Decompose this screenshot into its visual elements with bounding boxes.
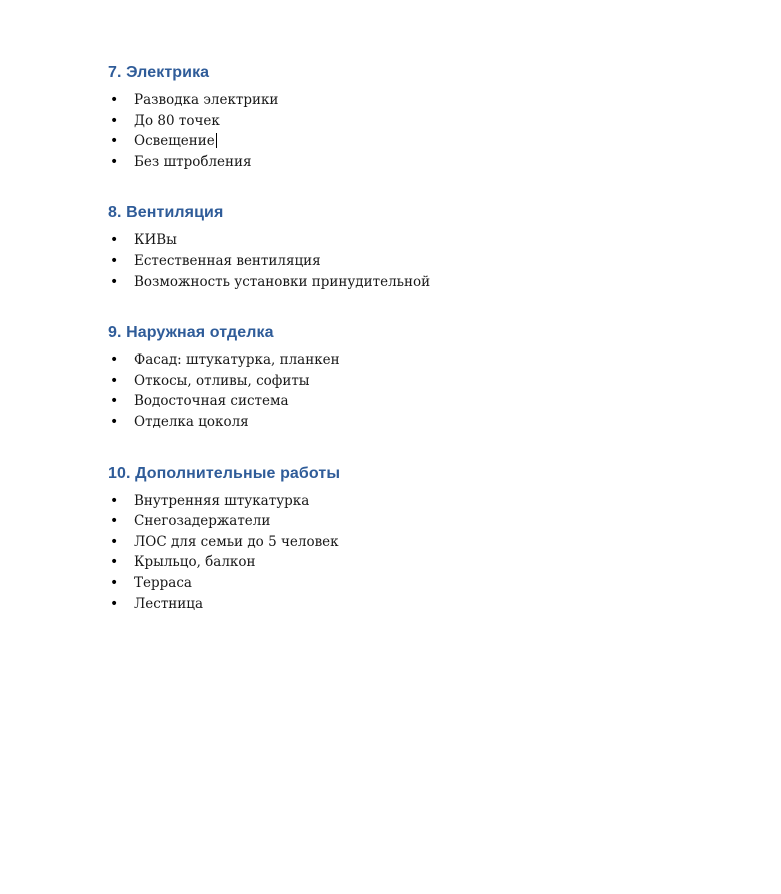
list-item-text: Терраса	[134, 574, 192, 591]
list-item-text: Фасад: штукатурка, планкен	[134, 352, 340, 369]
bullet-icon: •	[110, 153, 119, 170]
list-item[interactable]	[108, 230, 741, 251]
bullet-icon: •	[110, 393, 119, 410]
document-section	[108, 62, 741, 172]
list-item[interactable]	[108, 90, 741, 111]
bullet-icon: •	[110, 574, 119, 591]
document-section	[108, 202, 741, 292]
list-item-text: Снегозадержатели	[134, 513, 271, 530]
bullet-list	[108, 491, 741, 615]
bullet-icon: •	[110, 352, 119, 369]
list-item[interactable]	[108, 251, 741, 272]
document-section	[108, 463, 741, 615]
list-item[interactable]	[108, 272, 741, 293]
bullet-icon: •	[110, 232, 119, 249]
bullet-icon: •	[110, 372, 119, 389]
bullet-icon: •	[110, 595, 119, 612]
list-item[interactable]	[108, 511, 741, 532]
bullet-icon: •	[110, 133, 119, 150]
bullet-icon: •	[110, 413, 119, 430]
list-item-text: Крыльцо, балкон	[134, 554, 256, 571]
bullet-icon: •	[110, 554, 119, 571]
section-heading[interactable]: 8. Вентиляция	[108, 204, 224, 222]
list-item[interactable]	[108, 491, 741, 512]
list-item-text: КИВы	[134, 232, 177, 249]
bullet-icon: •	[110, 112, 119, 129]
list-item-text: Возможность установки принудительной	[134, 273, 431, 290]
section-heading[interactable]: 9. Наружная отделка	[108, 324, 274, 342]
list-item-text: Без штробления	[134, 153, 252, 170]
list-item[interactable]	[108, 594, 741, 615]
document-section	[108, 322, 741, 432]
bullet-icon: •	[110, 92, 119, 108]
bullet-icon: •	[110, 513, 119, 530]
text-caret	[216, 133, 217, 148]
list-item[interactable]	[108, 371, 741, 392]
list-item-text: Водосточная система	[134, 393, 289, 410]
list-item-text: Естественная вентиляция	[134, 252, 321, 269]
bullet-icon: •	[110, 273, 119, 290]
list-item-text: Внутренняя штукатурка	[134, 492, 310, 509]
list-item[interactable]	[108, 573, 741, 594]
list-item[interactable]	[108, 552, 741, 573]
list-item-text: Лестница	[134, 595, 204, 612]
section-heading[interactable]: 10. Дополнительные работы	[108, 464, 341, 482]
list-item[interactable]	[108, 532, 741, 553]
list-item[interactable]	[108, 391, 741, 412]
list-item-text: Разводка электрики	[134, 92, 279, 108]
list-item-text: До 80 точек	[134, 112, 220, 129]
list-item-text: Отделка цоколя	[134, 413, 249, 430]
list-item-text: Откосы, отливы, софиты	[134, 372, 310, 389]
list-item-text: ЛОС для семьи до 5 человек	[134, 533, 339, 550]
bullet-icon: •	[110, 533, 119, 550]
list-item[interactable]	[108, 412, 741, 433]
list-item[interactable]	[108, 152, 741, 173]
list-item[interactable]	[108, 350, 741, 371]
section-heading[interactable]: 7. Электрика	[108, 64, 210, 81]
bullet-list	[108, 90, 741, 172]
bullet-icon: •	[110, 492, 119, 509]
list-item[interactable]	[108, 111, 741, 132]
bullet-icon: •	[110, 252, 119, 269]
bullet-list	[108, 350, 741, 432]
list-item[interactable]	[108, 131, 741, 152]
bullet-list	[108, 230, 741, 292]
list-item-text: Освещение	[134, 133, 215, 150]
